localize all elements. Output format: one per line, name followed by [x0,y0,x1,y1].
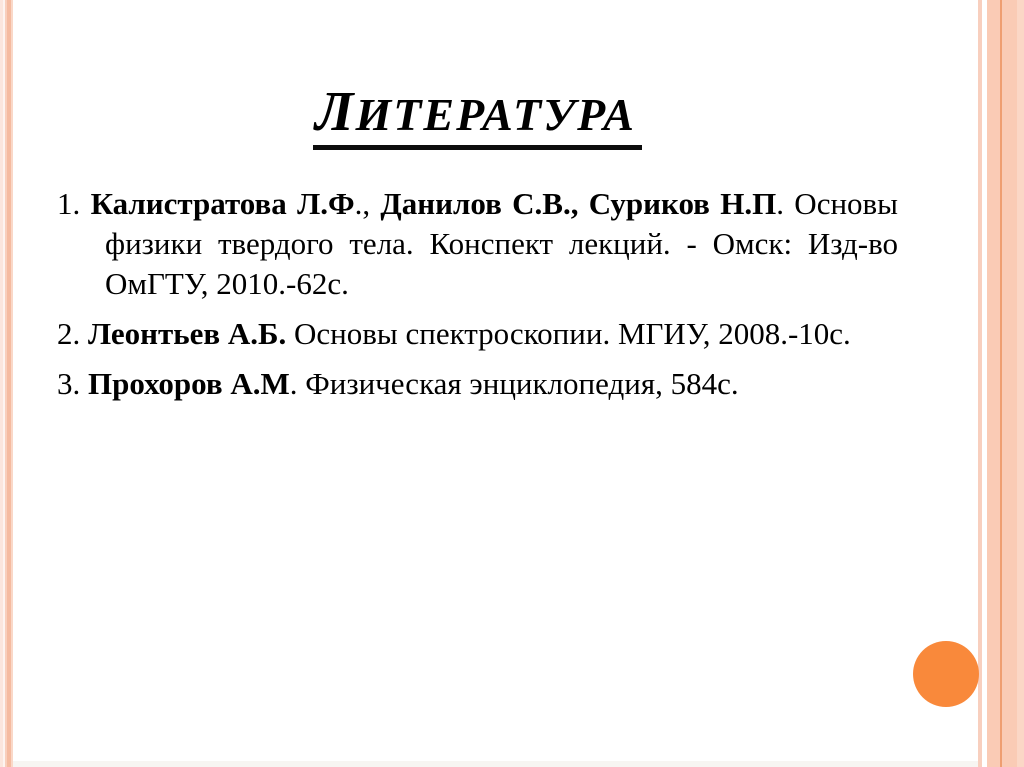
reference-number: 1. [57,186,81,221]
reference-text: . Физическая энциклопедия, 584с. [289,366,739,401]
title-block [57,81,898,150]
page-title-rest: ИТЕРАТУРА [355,89,636,140]
page-title-first-letter: Л [315,81,356,143]
reference-text: . Основы физики твердого тела. Конспект лекций. - Омск: Изд-во ОмГТУ, 2010.-62с. [105,186,899,301]
orange-circle-decoration [913,641,979,707]
reference-number: 3. [57,366,81,401]
left-stripe-decoration [0,0,13,767]
reference-author: Калистратова Л.Ф [90,186,355,221]
reference-author: Данилов С.В., Суриков Н.П [380,186,777,221]
reference-item [57,314,898,354]
reference-author: Прохоров А.М [88,366,290,401]
reference-text: ., [354,186,381,221]
reference-content [88,316,851,351]
reference-text: Основы спектроскопии. МГИУ, 2008.-10с. [286,316,851,351]
reference-item [57,184,898,304]
reference-author: Леонтьев А.Б. [88,316,287,351]
bottom-band-decoration [13,761,978,767]
page-title [313,81,642,150]
reference-content [88,366,739,401]
reference-item [57,364,898,404]
right-stripe-decoration [978,0,1024,767]
reference-number: 2. [57,316,81,351]
reference-content [91,186,898,301]
references-list [57,184,898,414]
